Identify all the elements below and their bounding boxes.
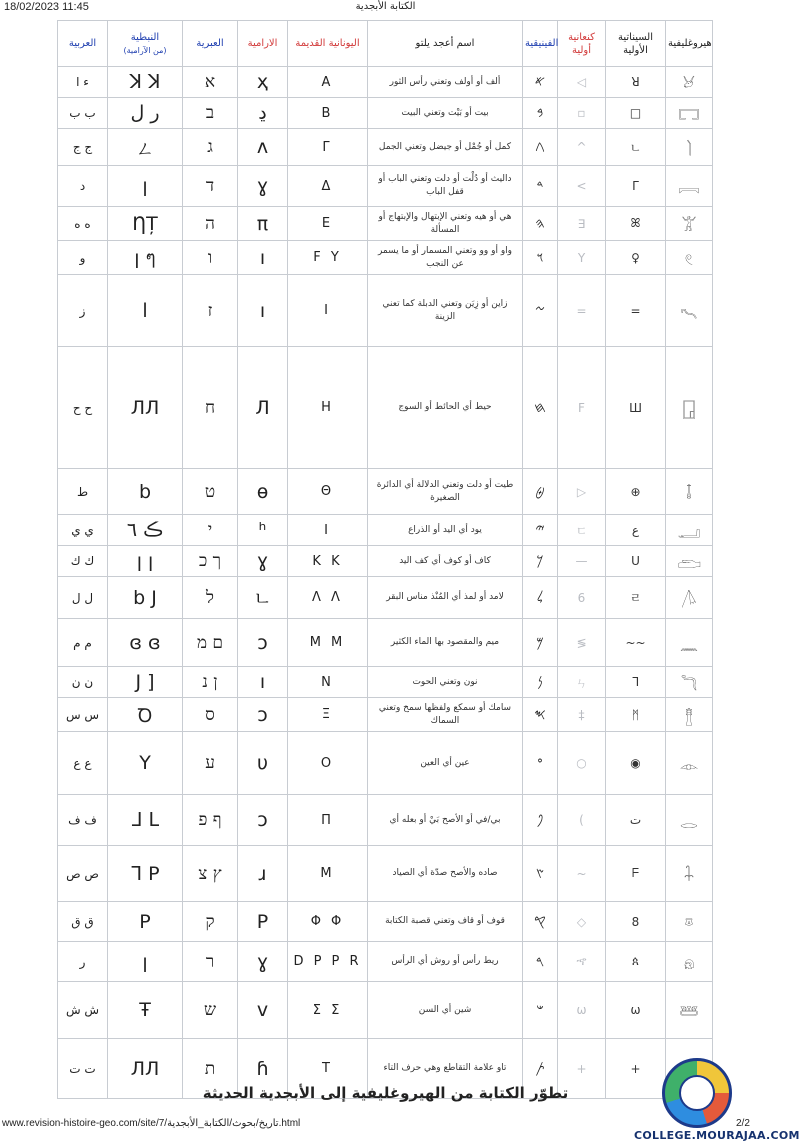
cell-hebrew: ך כ	[183, 546, 238, 577]
cell-greek: O	[288, 732, 368, 795]
cell-aramaic: υ	[238, 732, 288, 795]
cell-aramaic: π	[238, 207, 288, 241]
table-row	[58, 902, 713, 942]
cell-nabataean: Ꝺ	[108, 698, 183, 732]
cell-arabic: ي ي	[58, 515, 108, 546]
cell-nabataean: ꞁ ๆ	[108, 241, 183, 275]
site-logo	[662, 1058, 732, 1128]
cell-hebrew: ק	[183, 902, 238, 942]
cell-name: نون وتعني الحوت	[368, 667, 523, 698]
cell-phoenician: 𐤔	[523, 982, 558, 1039]
cell-phoenician: 𐤈	[523, 469, 558, 515]
cell-phoenician: 𐤇	[523, 347, 558, 469]
cell-greek: Ξ	[288, 698, 368, 732]
header-row	[58, 21, 713, 67]
cell-canaanite: ‡	[558, 698, 606, 732]
col-phoenician: الفينيقية	[523, 21, 558, 67]
cell-canaanite: ▷	[558, 469, 606, 515]
cell-protosinaitic: =	[606, 275, 666, 347]
cell-hebrew: י	[183, 515, 238, 546]
cell-greek: H	[288, 347, 368, 469]
cell-canaanite: 6	[558, 577, 606, 619]
cell-name: كاف أو كوف أي كف اليد	[368, 546, 523, 577]
cell-hieroglyph: 𓆷	[666, 982, 713, 1039]
cell-aramaic: ڍ	[238, 98, 288, 129]
cell-name: حيط أي الحائط أو السوج	[368, 347, 523, 469]
cell-protosinaitic: +	[606, 1039, 666, 1099]
cell-hieroglyph: 𓈖	[666, 619, 713, 667]
col-hieroglyph: هيروغليفية	[666, 21, 713, 67]
cell-greek: Θ	[288, 469, 368, 515]
cell-hieroglyph: 𓄤	[666, 469, 713, 515]
cell-canaanite: —	[558, 546, 606, 577]
table-row	[58, 67, 713, 98]
table-row	[58, 982, 713, 1039]
col-greek: اليونانية القديمة	[288, 21, 368, 67]
cell-arabic: ن ن	[58, 667, 108, 698]
cell-protosinaitic: ♀	[606, 241, 666, 275]
cell-canaanite: ^	[558, 129, 606, 166]
cell-phoenician: 𐤆	[523, 275, 558, 347]
cell-aramaic: ɦ	[238, 1039, 288, 1099]
col-aramaic: الارامية	[238, 21, 288, 67]
table-row	[58, 207, 713, 241]
cell-protosinaitic: ㄹ	[606, 577, 666, 619]
cell-greek: M M	[288, 619, 368, 667]
cell-arabic: ه ه	[58, 207, 108, 241]
cell-name: بيت أو بَيْت وتعني البيت	[368, 98, 523, 129]
cell-name: ريط رأس أو روش أي الرأس	[368, 942, 523, 982]
cell-greek: N	[288, 667, 368, 698]
col-arabic: العربية	[58, 21, 108, 67]
cell-greek: B	[288, 98, 368, 129]
cell-aramaic: ı	[238, 667, 288, 698]
cell-canaanite: ω	[558, 982, 606, 1039]
cell-canaanite: <	[558, 166, 606, 207]
cell-aramaic: ı	[238, 241, 288, 275]
table-row	[58, 347, 713, 469]
cell-canaanite: =	[558, 275, 606, 347]
cell-protosinaitic: 8	[606, 902, 666, 942]
cell-phoenician: 𐤑	[523, 846, 558, 902]
cell-hebrew: ת	[183, 1039, 238, 1099]
cell-arabic: ح ح	[58, 347, 108, 469]
cell-arabic: ل ل	[58, 577, 108, 619]
cell-protosinaitic: □	[606, 98, 666, 129]
cell-greek: K K	[288, 546, 368, 577]
cell-arabic: ش ش	[58, 982, 108, 1039]
cell-aramaic: ɔ	[238, 795, 288, 846]
col-nabataean: النبطية (من الآرامية)	[108, 21, 183, 67]
cell-arabic: م م	[58, 619, 108, 667]
col-canaanite: كنعانية أولية	[558, 21, 606, 67]
cell-protosinaitic: ᛗ	[606, 698, 666, 732]
cell-greek: Δ	[288, 166, 368, 207]
cell-greek: Γ	[288, 129, 368, 166]
cell-greek: I	[288, 515, 368, 546]
cell-hebrew: ר	[183, 942, 238, 982]
cell-nabataean: ᒧ ᒪ	[108, 795, 183, 846]
cell-hieroglyph: 𓎼	[666, 902, 713, 942]
cell-name: شين أي السن	[368, 982, 523, 1039]
cell-greek: F Y	[288, 241, 368, 275]
cell-aramaic: ɔ	[238, 698, 288, 732]
cell-canaanite: F	[558, 347, 606, 469]
cell-nabataean: ر ل	[108, 98, 183, 129]
table-row	[58, 166, 713, 207]
cell-phoenician: 𐤍	[523, 667, 558, 698]
cell-hebrew: א	[183, 67, 238, 98]
cell-aramaic: ҳ	[238, 67, 288, 98]
table-row	[58, 469, 713, 515]
cell-canaanite: ~	[558, 846, 606, 902]
cell-nabataean: ɞ ɞ	[108, 619, 183, 667]
cell-arabic: ز	[58, 275, 108, 347]
cell-greek: M	[288, 846, 368, 902]
cell-phoenician: 𐤋	[523, 577, 558, 619]
cell-nabataean: P	[108, 902, 183, 942]
cell-arabic: ر	[58, 942, 108, 982]
cell-hieroglyph: 𓏲	[666, 241, 713, 275]
col-name: اسم أعجد يلتو	[368, 21, 523, 67]
cell-hebrew: ל	[183, 577, 238, 619]
cell-greek: I	[288, 275, 368, 347]
cell-name: داليث أو دُلْت أو دلت وتعني الباب أو قفل الباب	[368, 166, 523, 207]
cell-protosinaitic: ᒣ	[606, 667, 666, 698]
cell-phoenician: 𐤃	[523, 166, 558, 207]
cell-arabic: ق ق	[58, 902, 108, 942]
cell-arabic: ص ص	[58, 846, 108, 902]
cell-phoenician: 𐤏	[523, 732, 558, 795]
cell-hebrew: ש	[183, 982, 238, 1039]
cell-nabataean: ЛЛ	[108, 347, 183, 469]
cell-nabataean: ڪ ٦	[108, 515, 183, 546]
cell-arabic: ت ت	[58, 1039, 108, 1099]
cell-hieroglyph: 𓉗	[666, 347, 713, 469]
cell-protosinaitic: ◉	[606, 732, 666, 795]
cell-nabataean: ا	[108, 275, 183, 347]
cell-phoenician: 𐤎	[523, 698, 558, 732]
cell-phoenician: 𐤕	[523, 1039, 558, 1099]
cell-arabic: ك ك	[58, 546, 108, 577]
cell-name: ميم والمقصود بها الماء الكثير	[368, 619, 523, 667]
cell-hieroglyph: 𓃾	[666, 67, 713, 98]
cell-protosinaitic: ㄴ	[606, 129, 666, 166]
cell-name: طيت أو دلت وتعني الدلالة أي الدائرة الصغيرة	[368, 469, 523, 515]
table-row	[58, 515, 713, 546]
cell-canaanite: ∃	[558, 207, 606, 241]
cell-name: كمل أو جُمْل أو جيضل وتعني الجمل	[368, 129, 523, 166]
alphabet-table	[57, 20, 713, 1099]
cell-aramaic: Л	[238, 347, 288, 469]
table-row	[58, 577, 713, 619]
cell-hieroglyph: 𓌅	[666, 577, 713, 619]
cell-canaanite: Y	[558, 241, 606, 275]
cell-phoenician: 𐤒	[523, 902, 558, 942]
cell-aramaic: ɔ	[238, 619, 288, 667]
cell-canaanite: ▫	[558, 98, 606, 129]
cell-hieroglyph: 𓇑	[666, 846, 713, 902]
cell-aramaic: ɣ	[238, 166, 288, 207]
cell-aramaic: ㄴ	[238, 577, 288, 619]
cell-aramaic: ʰ	[238, 515, 288, 546]
cell-protosinaitic: ⊕	[606, 469, 666, 515]
cell-nabataean: ㄥ	[108, 129, 183, 166]
cell-name: هي أو هيه وتعني الإبتهال والإبتهاج أو المسألة	[368, 207, 523, 241]
cell-hebrew: ס	[183, 698, 238, 732]
col-hebrew: العبرية	[183, 21, 238, 67]
cell-hieroglyph: 𓁶	[666, 942, 713, 982]
brand-text: COLLEGE.MOURAJAA.COM	[634, 1129, 800, 1142]
cell-name: زاين أو زِيَن وتعني الدبلة كما تعني الزينة	[368, 275, 523, 347]
cell-nabataean: ꞁ	[108, 942, 183, 982]
cell-aramaic: v	[238, 982, 288, 1039]
cell-phoenician: 𐤉	[523, 515, 558, 546]
cell-phoenician: 𐤌	[523, 619, 558, 667]
table-row	[58, 275, 713, 347]
cell-canaanite: +	[558, 1039, 606, 1099]
cell-hieroglyph: 𓂋	[666, 795, 713, 846]
cell-hieroglyph: 𓉐	[666, 98, 713, 129]
cell-aramaic: P	[238, 902, 288, 942]
cell-greek: D P P R	[288, 942, 368, 982]
cell-aramaic: ɵ	[238, 469, 288, 515]
cell-greek: A	[288, 67, 368, 98]
cell-greek: Π	[288, 795, 368, 846]
cell-nabataean: ЛЛ	[108, 1039, 183, 1099]
cell-hebrew: ב	[183, 98, 238, 129]
cell-phoenician: 𐤄	[523, 207, 558, 241]
cell-phoenician: 𐤅	[523, 241, 558, 275]
cell-protosinaitic: U	[606, 546, 666, 577]
table-row	[58, 619, 713, 667]
cell-hebrew: ה	[183, 207, 238, 241]
table-row	[58, 698, 713, 732]
cell-hebrew: ד	[183, 166, 238, 207]
cell-greek: T	[288, 1039, 368, 1099]
cell-greek: Φ Φ	[288, 902, 368, 942]
cell-hebrew: ג	[183, 129, 238, 166]
table-row	[58, 667, 713, 698]
cell-hieroglyph: 𓁹	[666, 732, 713, 795]
cell-hieroglyph: 𓂝	[666, 515, 713, 546]
cell-nabataean: Y	[108, 732, 183, 795]
cell-hebrew: ח	[183, 347, 238, 469]
cell-phoenician: 𐤁	[523, 98, 558, 129]
cell-aramaic: ɣ	[238, 546, 288, 577]
cell-protosinaitic: ت	[606, 795, 666, 846]
cell-canaanite: ≶	[558, 619, 606, 667]
cell-name: عين أي العين	[368, 732, 523, 795]
cell-arabic: ط	[58, 469, 108, 515]
cell-hebrew: ם מ	[183, 619, 238, 667]
cell-hebrew: ו	[183, 241, 238, 275]
cell-nabataean: ꞁ	[108, 166, 183, 207]
cell-canaanite: ㄷ	[558, 515, 606, 546]
cell-arabic: ع ع	[58, 732, 108, 795]
cell-greek: E	[288, 207, 368, 241]
cell-canaanite: ㄣ	[558, 667, 606, 698]
page-title: الكتابة الأبجدية	[355, 1, 416, 12]
cell-hieroglyph: 𓀠	[666, 207, 713, 241]
cell-aramaic: ɹ	[238, 846, 288, 902]
cell-name: قوف أو قاف وتعني قصبة الكتابة	[368, 902, 523, 942]
cell-canaanite: ኆ	[558, 942, 606, 982]
cell-nabataean: b J	[108, 577, 183, 619]
cell-hieroglyph: 𓊽	[666, 698, 713, 732]
cell-nabataean: Ŧ	[108, 982, 183, 1039]
cell-hieroglyph: 𓇯	[666, 166, 713, 207]
cell-canaanite: (	[558, 795, 606, 846]
cell-name: تاو علامة التقاطع وهي حرف التاء	[368, 1039, 523, 1099]
cell-hebrew: ט	[183, 469, 238, 515]
cell-phoenician: 𐤐	[523, 795, 558, 846]
cell-hieroglyph: 𓂧	[666, 546, 713, 577]
cell-arabic: ج ج	[58, 129, 108, 166]
cell-greek: Λ Λ	[288, 577, 368, 619]
cell-protosinaitic: ጰ	[606, 942, 666, 982]
table-row	[58, 795, 713, 846]
cell-phoenician: 𐤓	[523, 942, 558, 982]
cell-aramaic: ɣ	[238, 942, 288, 982]
cell-hebrew: ז	[183, 275, 238, 347]
cell-nabataean: ᒣ P	[108, 846, 183, 902]
cell-protosinaitic: ꕤ	[606, 207, 666, 241]
cell-protosinaitic: ع	[606, 515, 666, 546]
cell-hebrew: ע	[183, 732, 238, 795]
cell-name: يود أي اليد أو الذراع	[368, 515, 523, 546]
cell-name: صاده والأصح صدّة أي الصياد	[368, 846, 523, 902]
cell-nabataean: ꞁ ꞁ	[108, 546, 183, 577]
cell-nabataean: ȠȚ	[108, 207, 183, 241]
page-number: 2/2	[736, 1118, 750, 1129]
cell-greek: Σ Σ	[288, 982, 368, 1039]
cell-phoenician: 𐤀	[523, 67, 558, 98]
cell-arabic: ف ف	[58, 795, 108, 846]
cell-protosinaitic: ~~	[606, 619, 666, 667]
cell-hebrew: ף פ	[183, 795, 238, 846]
cell-aramaic: ı	[238, 275, 288, 347]
cell-protosinaitic: Ш	[606, 347, 666, 469]
cell-name: ألف أو أولف وتعني رأس الثور	[368, 67, 523, 98]
cell-arabic: ء ا	[58, 67, 108, 98]
cell-name: واو أو وو وتعني المسمار أو ما يسمر عن النجب	[368, 241, 523, 275]
cell-name: بي/في أو الأصح بَيْ أو بعله أي	[368, 795, 523, 846]
cell-protosinaitic: ꓤ	[606, 67, 666, 98]
cell-hebrew: ן נ	[183, 667, 238, 698]
cell-name: لامد أو لمذ أي المُنْذ مناس البقر	[368, 577, 523, 619]
cell-nabataean: b	[108, 469, 183, 515]
col-protosinaitic: السيناتية الأولية	[606, 21, 666, 67]
cell-hieroglyph: 𓆓	[666, 667, 713, 698]
figure-caption: تطوّر الكتابة من الهيروغليفية إلى الأبجدية الحديثة	[202, 1084, 569, 1102]
table-row	[58, 129, 713, 166]
table-row	[58, 942, 713, 982]
cell-aramaic: ʌ	[238, 129, 288, 166]
table-row	[58, 732, 713, 795]
cell-arabic: ب ب	[58, 98, 108, 129]
table-row	[58, 546, 713, 577]
cell-nabataean: J ]	[108, 667, 183, 698]
cell-canaanite: ◇	[558, 902, 606, 942]
footer-url: www.revision-histoire-geo.com/site/7/تاريخ/بحوث/الكتابة_الأبجدية.html	[2, 1118, 301, 1129]
cell-arabic: س س	[58, 698, 108, 732]
table-row	[58, 846, 713, 902]
cell-hebrew: ץ צ	[183, 846, 238, 902]
cell-canaanite: ◁	[558, 67, 606, 98]
cell-arabic: د	[58, 166, 108, 207]
cell-protosinaitic: ᒥ	[606, 166, 666, 207]
cell-arabic: و	[58, 241, 108, 275]
print-date: 18/02/2023 11:45	[4, 1, 89, 13]
cell-phoenician: 𐤂	[523, 129, 558, 166]
cell-protosinaitic: ᖴ	[606, 846, 666, 902]
cell-protosinaitic: ω	[606, 982, 666, 1039]
cell-phoenician: 𐤊	[523, 546, 558, 577]
cell-canaanite: ○	[558, 732, 606, 795]
table-row	[58, 241, 713, 275]
cell-hieroglyph: 𓍇	[666, 275, 713, 347]
table-row	[58, 98, 713, 129]
cell-hieroglyph: 𓌙	[666, 129, 713, 166]
cell-nabataean: ꓘ ꓘ	[108, 67, 183, 98]
cell-name: سامك أو سمكع ولفظها سمخ وتعني السماك	[368, 698, 523, 732]
